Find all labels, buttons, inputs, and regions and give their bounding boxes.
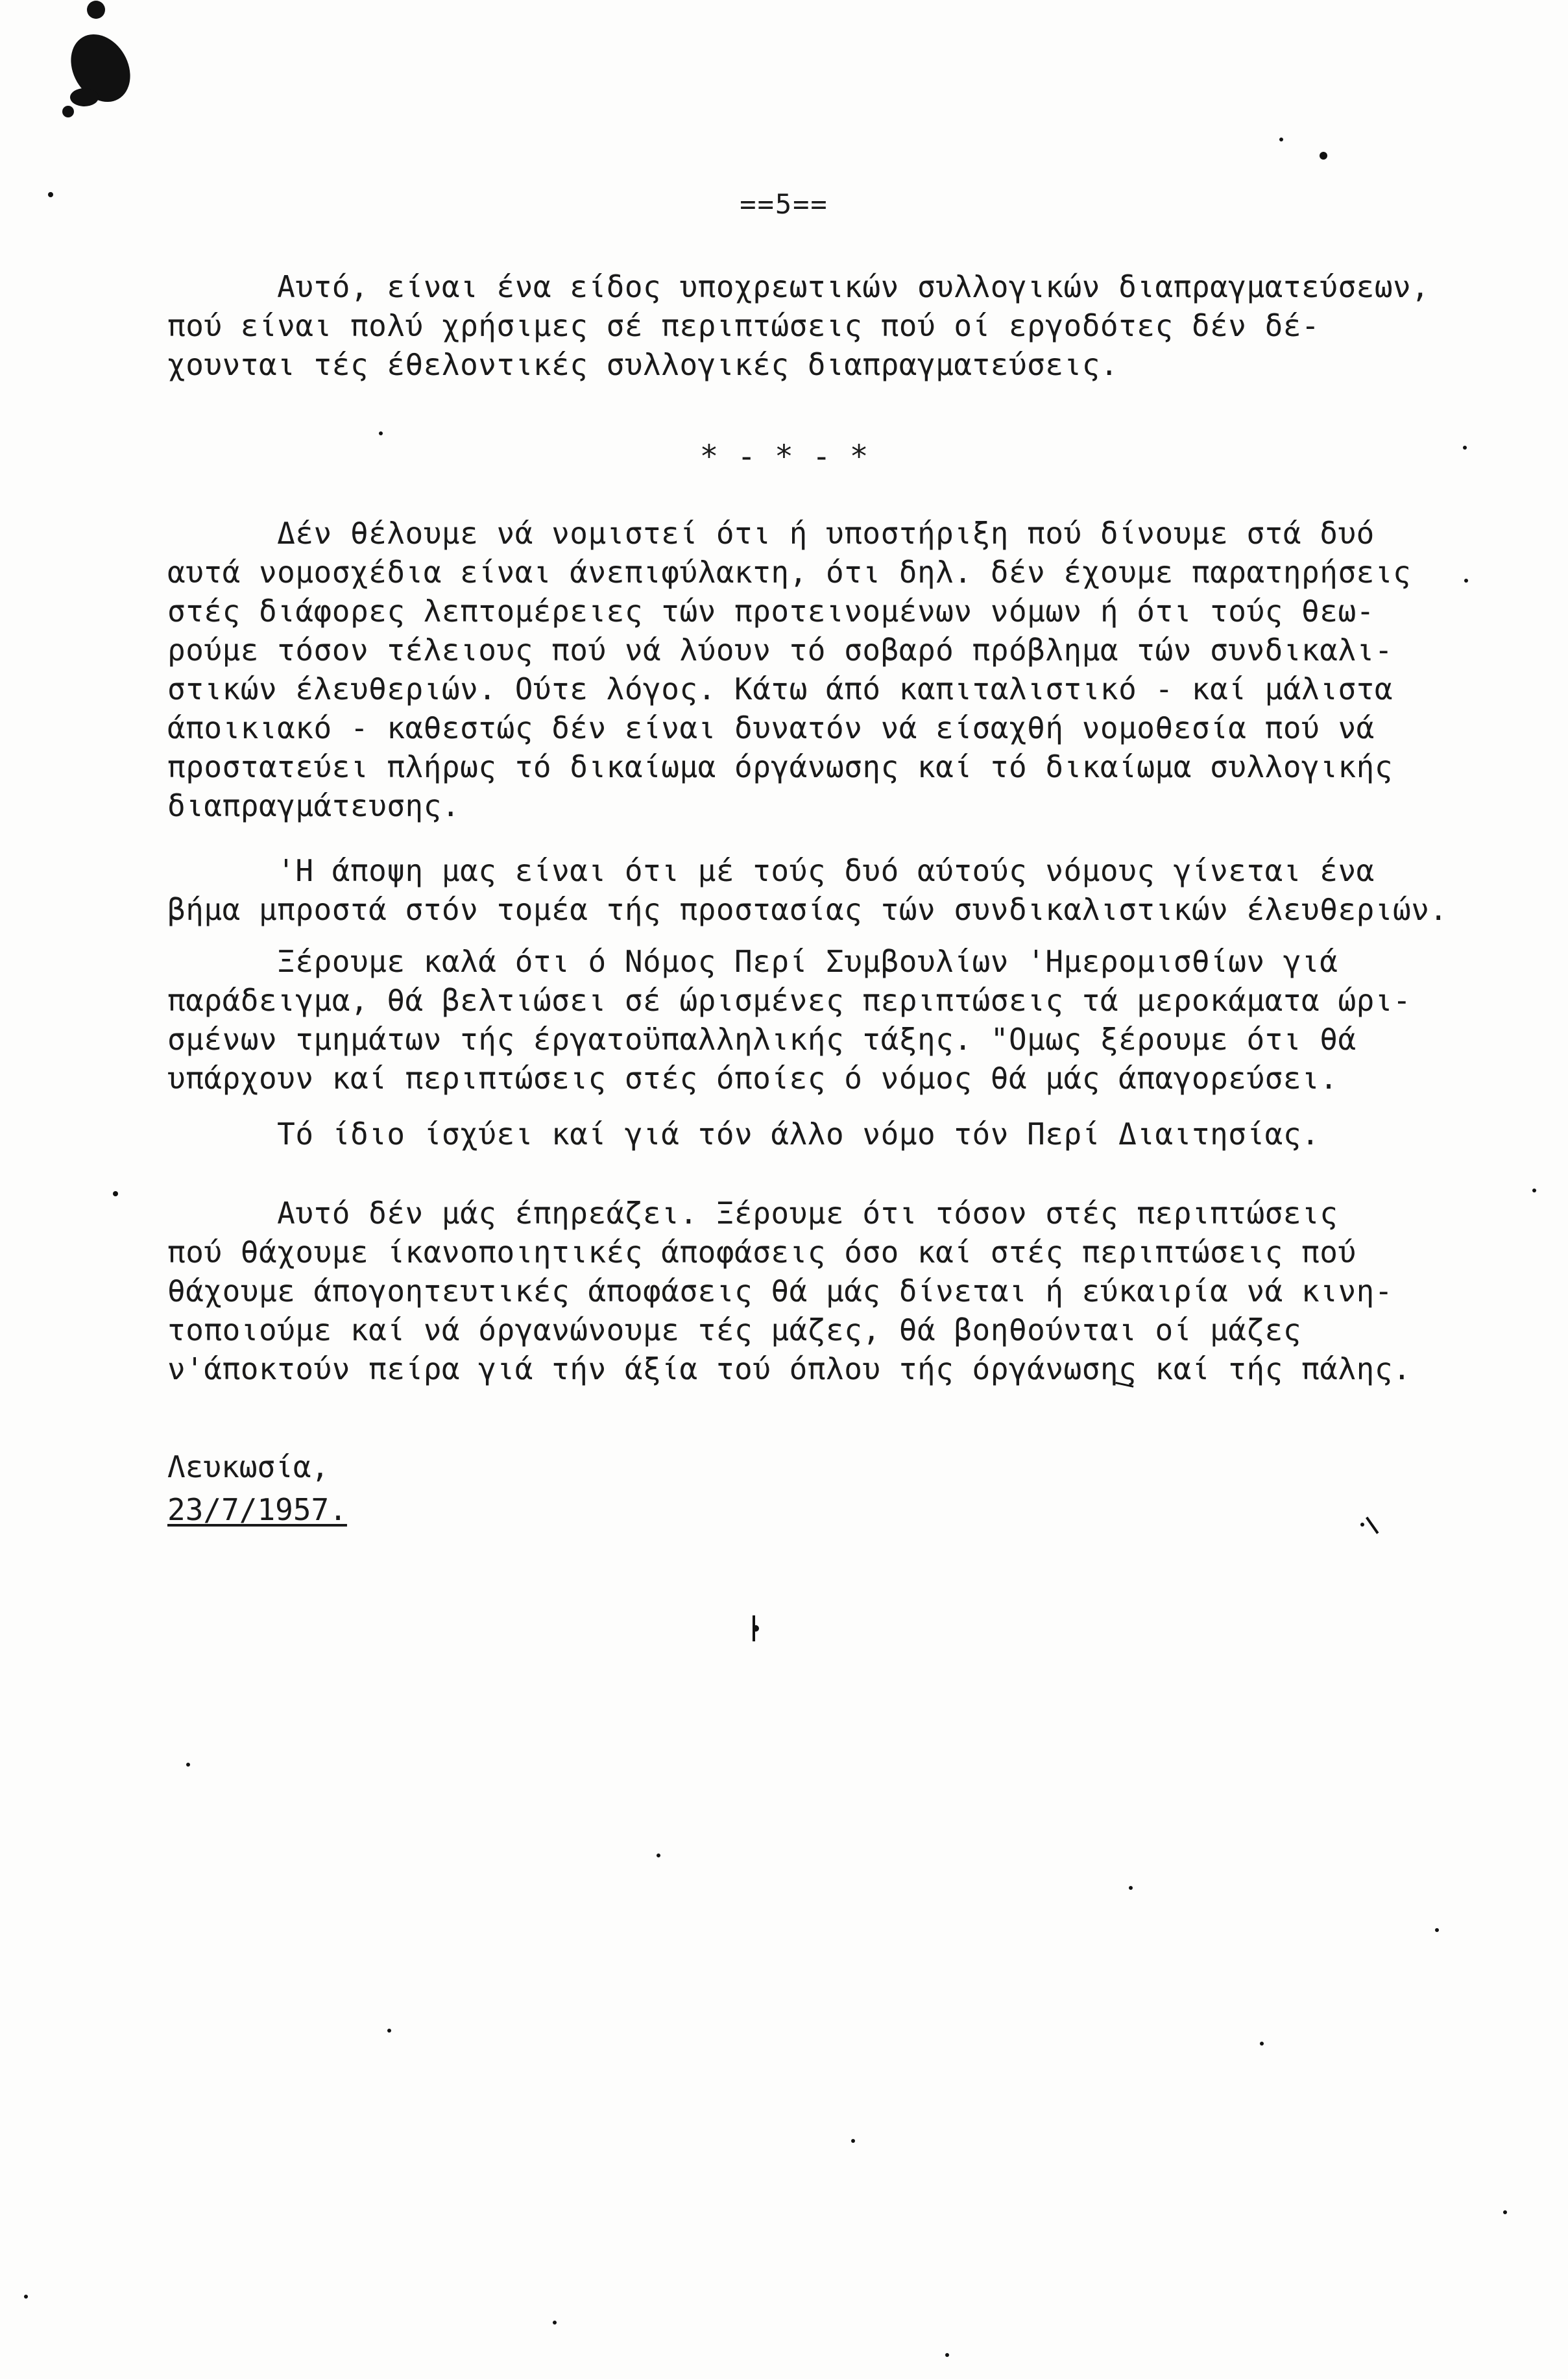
speck — [379, 431, 383, 435]
paragraph-support-not-unconditional: Δέν θέλουμε νά νομιστεί ότι ή υποστήριξη πού δίνουμε στά δυό αυτά νομοσχέδια είναι άνεπιφύλακτη, ότι δηλ. δέν έχουμε παρατηρήσεις στές διάφορες λεπτομέρειες τών προτεινομένων νόμων ή ότι τούς θεω- ρούμε τόσον τέλειους πού νά λύουν τό σοβαρό πρόβλημα τών συνδικαλι- στικών έλευθεριών. Ούτε λόγος. Κάτω άπό καπιταλιστικό - καί μάλιστα άποικιακό - καθεστώς δέν είναι δυνατόν νά είσαχθή νομοθεσία πού νά προστατεύει πλήρως τό δικαίωμα όργάνωσης καί τό δικαίωμα συλλογικής διαπραγμάτευσης. — [167, 516, 1412, 823]
speck — [1260, 2042, 1264, 2046]
speck — [1366, 1517, 1379, 1534]
speck — [1503, 2210, 1507, 2214]
speck — [553, 2321, 557, 2325]
speck — [1532, 1189, 1536, 1192]
speck — [851, 2139, 855, 2143]
speck — [186, 1763, 190, 1767]
speck — [387, 2029, 391, 2033]
speck — [657, 1854, 660, 1857]
speck — [1129, 1886, 1133, 1890]
speck — [24, 2295, 28, 2299]
paragraph-step-forward: 'Η άποψη μας είναι ότι μέ τούς δυό αύτούς νόμους γίνεται ένα βήμα μπροστά στόν τομέα τής προστασίας τών συνδικαλιστικών έλευθεριών. — [167, 853, 1448, 927]
signature-place: Λευκωσία, — [167, 1449, 330, 1484]
speck — [1360, 1523, 1364, 1527]
paragraph-mobilization: Αυτό δέν μάς έπηρεάζει. Ξέρουμε ότι τόσον στές περιπτώσεις πού θάχουμε ίκανοποιητικές άποφάσεις όσο καί στές περιπτώσεις πού θάχουμε άπογοητευτικές άποφάσεις θά μάς δίνεται ή εύκαιρία νά κινη- τοποιούμε καί νά όργανώνουμε τές μάζες, θά βοηθούνται οί μάζες ν'άποκτούν πείρα γιά τήν άξία τού όπλου τής όργάνωσης καί τής πάλης. — [167, 1196, 1412, 1386]
speck — [753, 1615, 755, 1641]
signature-date: 23/7/1957. — [167, 1492, 347, 1527]
section-separator: * - * - * — [699, 439, 869, 475]
speck — [945, 2353, 949, 2357]
speck — [1320, 152, 1327, 160]
signature-block — [167, 1445, 347, 1531]
ink-blot — [70, 88, 99, 106]
ink-blot — [62, 106, 74, 117]
page-number: ==5== — [740, 188, 828, 220]
ink-blot — [87, 1, 105, 19]
paragraph-arbitration-law: Τό ίδιο ίσχύει καί γιά τόν άλλο νόμο τόν Περί Διαιτησίας. — [167, 1117, 1320, 1152]
speck — [1279, 138, 1283, 141]
paragraph-wage-councils-law: Ξέρουμε καλά ότι ό Νόμος Περί Συμβουλίων 'Ημερομισθίων γιά παράδειγμα, θά βελτιώσει σέ ώρισμένες περιπτώσεις τά μεροκάματα ώρι- σμένων τμημάτων τής έργατοϋπαλληλικής τάξης. "Ομως ξέρουμε ότι θά υπάρχουν καί περιπτώσεις στές όποίες ό νόμος θά μάς άπαγορεύσει. — [167, 944, 1412, 1096]
paragraph-collective-bargaining: Αυτό, είναι ένα είδος υποχρεωτικών συλλογικών διαπραγματεύσεων, πού είναι πολύ χρήσιμες σέ περιπτώσεις πού οί εργοδότες δέν δέ- χουνται τές έθελοντικές συλλογικές διαπραγματεύσεις. — [167, 269, 1430, 382]
speck — [113, 1191, 118, 1196]
speck — [1435, 1928, 1439, 1932]
